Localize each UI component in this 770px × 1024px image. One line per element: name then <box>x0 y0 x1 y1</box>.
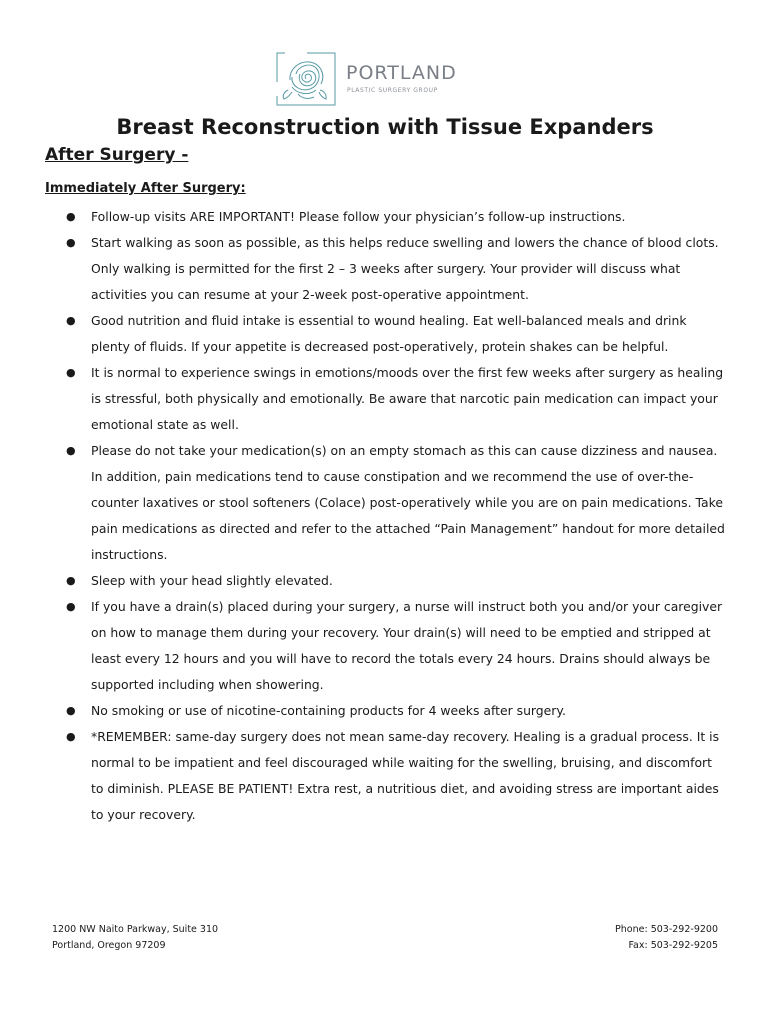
list-item-text: Follow-up visits ARE IMPORTANT! Please follow your physician’s follow-up instructions. <box>91 209 626 224</box>
list-item <box>66 204 726 230</box>
logo-subname: PLASTIC SURGERY GROUP <box>347 87 438 94</box>
bullet-icon: ● <box>66 236 76 249</box>
list-item <box>66 698 726 724</box>
list-item <box>66 360 726 438</box>
fax-number: Fax: 503-292-9205 <box>628 940 718 951</box>
list-item-text: Please do not take your medication(s) on an empty stomach as this can cause dizziness and nausea. In addition, pain medications tend to cause constipation and we recommend the use of over-the-counter laxatives or stool softeners (Colace) post-operatively while you are on pain medications. Take pain medications as directed and refer to the attached “Pain Management” handout for more detailed instructions. <box>91 443 725 562</box>
logo <box>276 52 476 108</box>
bullet-icon: ● <box>66 704 76 717</box>
list-item <box>66 568 726 594</box>
list-item <box>66 230 726 308</box>
list-item-text: Start walking as soon as possible, as this helps reduce swelling and lowers the chance of blood clots. Only walking is permitted for the first 2 – 3 weeks after surgery. Your provider will discuss what activities you can resume at your 2-week post-operative appointment. <box>91 235 719 302</box>
list-item <box>66 438 726 568</box>
bullet-icon: ● <box>66 600 76 613</box>
bullet-icon: ● <box>66 366 76 379</box>
list-item <box>66 724 726 828</box>
bullet-icon: ● <box>66 210 76 223</box>
address-line-1: 1200 NW Naito Parkway, Suite 310 <box>52 924 219 935</box>
document-subtitle: After Surgery - <box>45 145 189 165</box>
list-item-text: No smoking or use of nicotine-containing products for 4 weeks after surgery. <box>91 703 566 718</box>
instructions-list <box>66 204 726 828</box>
bullet-icon: ● <box>66 730 76 743</box>
document-title: Breast Reconstruction with Tissue Expanders <box>116 115 654 139</box>
bullet-icon: ● <box>66 314 76 327</box>
footer-address <box>52 922 218 954</box>
list-item-text: If you have a drain(s) placed during your surgery, a nurse will instruct both you and/or your caregiver on how to manage them during your recovery. Your drain(s) will need to be emptied and stripped at least every 12 hours and you will have to record the totals every 24 hours. Drains should always be supported including when showering. <box>91 599 723 692</box>
list-item-text: *REMEMBER: same-day surgery does not mean same-day recovery. Healing is a gradual process. It is normal to be impatient and feel discouraged while waiting for the swelling, bruising, and discomfort to diminish. PLEASE BE PATIENT! Extra rest, a nutritious diet, and avoiding stress are important aides to your recovery. <box>91 729 720 822</box>
list-item <box>66 594 726 698</box>
bullet-icon: ● <box>66 574 76 587</box>
section-heading: Immediately After Surgery: <box>45 181 246 196</box>
logo-name: PORTLAND <box>346 62 457 84</box>
address-line-2: Portland, Oregon 97209 <box>52 940 166 951</box>
list-item-text: It is normal to experience swings in emotions/moods over the first few weeks after surgery as healing is stressful, both physically and emotionally. Be aware that narcotic pain medication can impact your emotional state as well. <box>91 365 724 432</box>
list-item-text: Good nutrition and fluid intake is essential to wound healing. Eat well-balanced meals and drink plenty of fluids. If your appetite is decreased post-operatively, protein shakes can be helpful. <box>91 313 687 354</box>
list-item-text: Sleep with your head slightly elevated. <box>91 573 333 588</box>
phone-number: Phone: 503-292-9200 <box>615 924 718 935</box>
footer-contact <box>615 922 718 954</box>
list-item <box>66 308 726 360</box>
rose-logo-icon <box>276 52 336 106</box>
bullet-icon: ● <box>66 444 76 457</box>
